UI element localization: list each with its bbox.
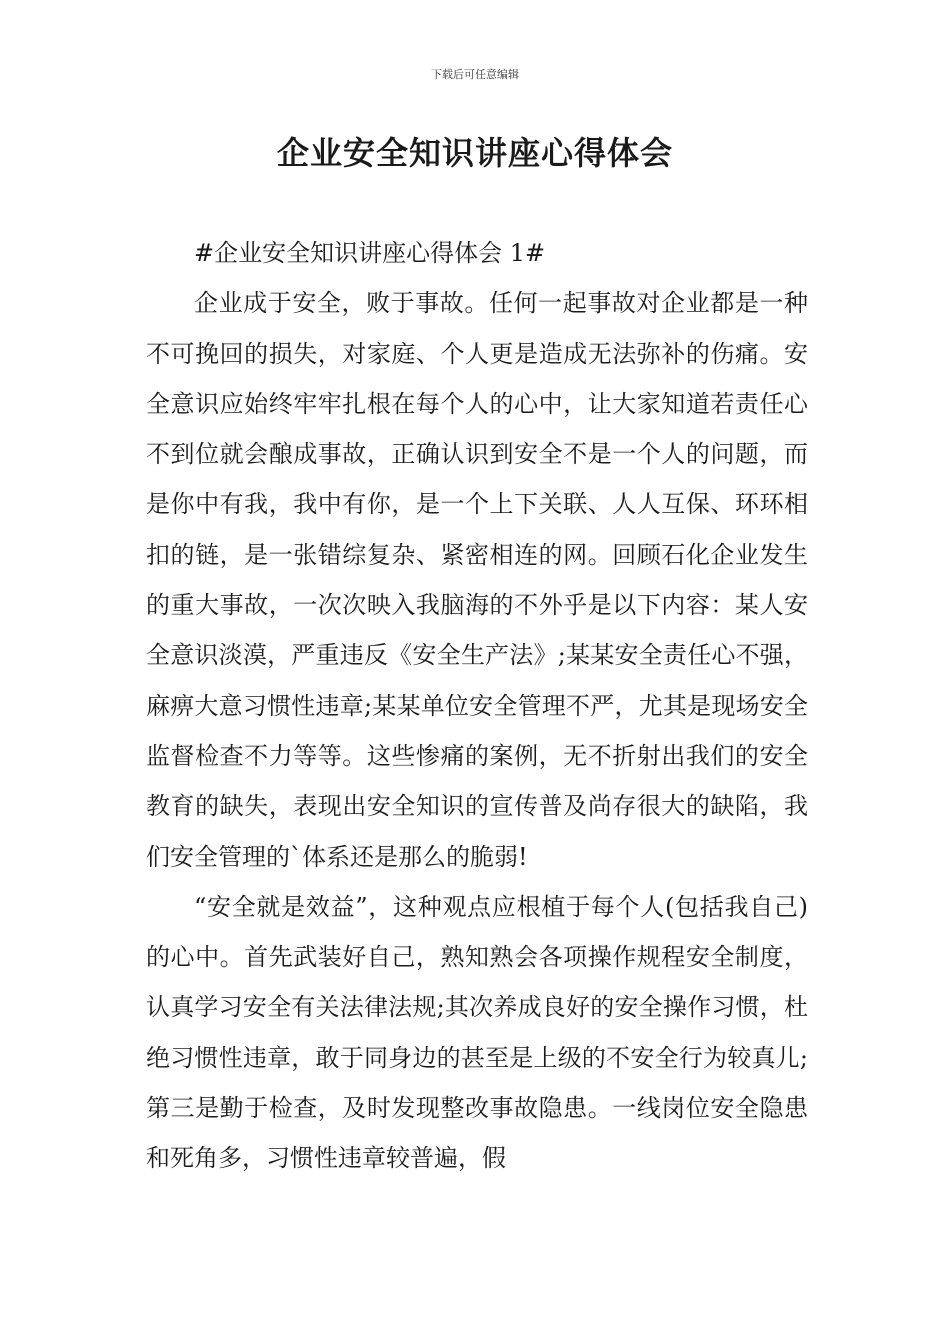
header-note: 下载后可任意编辑 xyxy=(431,68,519,81)
document-title: 企业安全知识讲座心得体会 xyxy=(276,134,673,172)
section-heading: #企业安全知识讲座心得体会 1# xyxy=(194,239,546,267)
paragraph-1: 企业成于安全，败于事故。任何一起事故对企业都是一种不可挽回的损失，对家庭、个人更是造成无法弥补的伤痛。安全意识应始终牢牢扎根在每个人的心中，让大家知道若责任心不到位就会酿成事故，正确认识到安全不是一个人的问题，而是你中有我，我中有你，是一个上下关联、人人互保、环环相扣的链，是一张错综复杂、紧密相连的网。回顾石化企业发生的重大事故，一次次映入我脑海的不外乎是以下内容：某人安全意识淡漠，严重违反《安全生产法》;某某安全责任心不强，麻痹大意习惯性违章;某某单位安全管理不严，尤其是现场安全监督检查不力等等。这些惨痛的案例，无不折射出我们的安全教育的缺失，表现出安全知识的宣传普及尚存很大的缺陷，我们安全管理的`体系还是那么的脆弱! xyxy=(146,289,808,871)
document-body xyxy=(146,228,808,1184)
paragraph-2: “安全就是效益”，这种观点应根植于每个人(包括我自己)的心中。首先武装好自己，熟知熟会各项操作规程安全制度，认真学习安全有关法律法规;其次养成良好的安全操作习惯，杜绝习惯性违章，敢于同身边的甚至是上级的不安全行为较真儿;第三是勤于检查，及时发现整改事故隐患。一线岗位安全隐患和死角多，习惯性违章较普遍，假 xyxy=(146,892,808,1173)
